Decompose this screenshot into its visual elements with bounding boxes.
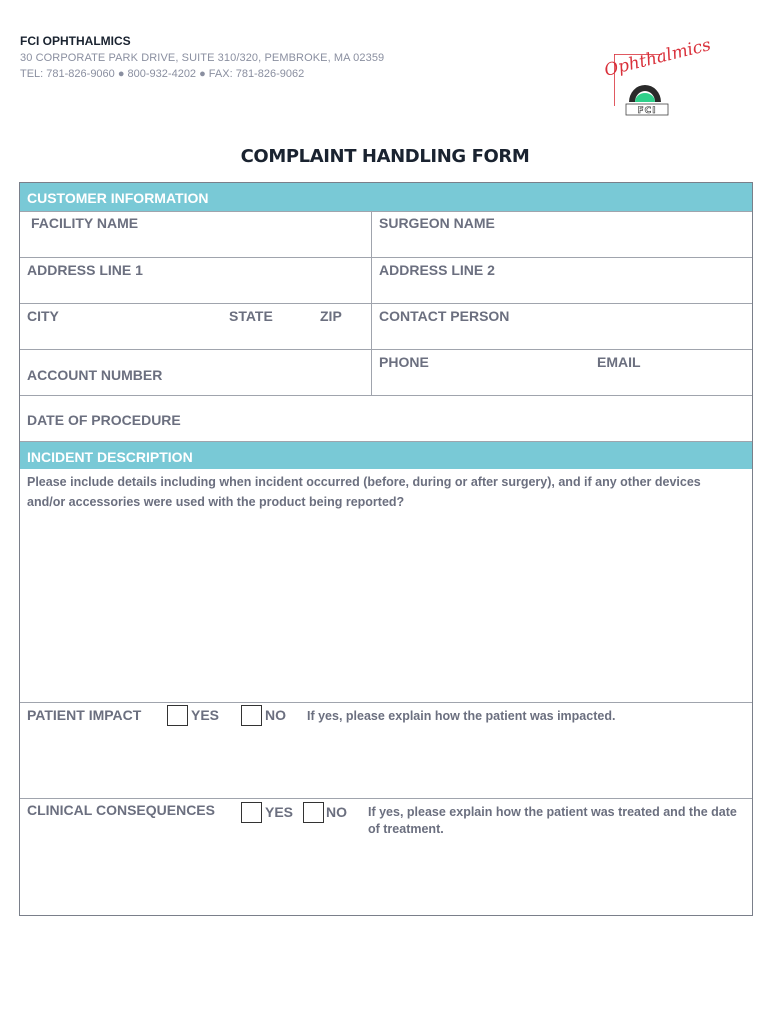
address-line-2-label: ADDRESS LINE 2 bbox=[379, 262, 495, 278]
patient-impact-label: PATIENT IMPACT bbox=[27, 707, 142, 723]
company-name: FCI OPHTHALMICS bbox=[20, 34, 131, 48]
fci-ophthalmics-logo bbox=[596, 35, 713, 116]
state-label: STATE bbox=[229, 308, 273, 324]
date-of-procedure-label: DATE OF PROCEDURE bbox=[27, 412, 181, 428]
clinical-consequences-no-checkbox[interactable] bbox=[303, 802, 324, 823]
patient-impact-no-checkbox[interactable] bbox=[241, 705, 262, 726]
row-address bbox=[20, 257, 752, 303]
patient-impact-yes-label: YES bbox=[191, 707, 220, 723]
account-number-label: ACCOUNT NUMBER bbox=[27, 367, 163, 383]
city-state-zip-field[interactable] bbox=[20, 304, 371, 349]
contact-person-field[interactable] bbox=[371, 304, 752, 349]
zip-label: ZIP bbox=[320, 308, 342, 324]
row-facility-surgeon bbox=[20, 211, 752, 257]
city-label: CITY bbox=[27, 308, 59, 324]
surgeon-name-label: SURGEON NAME bbox=[379, 215, 495, 231]
clinical-consequences-section bbox=[20, 798, 752, 916]
patient-impact-no-label: NO bbox=[265, 707, 286, 723]
phone-label: PHONE bbox=[379, 354, 429, 370]
clinical-consequences-yes-label: YES bbox=[265, 804, 294, 820]
email-label: EMAIL bbox=[597, 354, 641, 370]
svg-text:Ophthalmics: Ophthalmics bbox=[602, 35, 713, 81]
row-city-contact bbox=[20, 303, 752, 349]
surgeon-name-field[interactable] bbox=[371, 212, 752, 257]
incident-instructions: Please include details including when incident occurred (before, during or after surgery), and if any other devices and/or accessories were used with the product being reported? bbox=[27, 475, 701, 509]
company-contact: TEL: 781-826-9060 ● 800-932-4202 ● FAX: 781-826-9062 bbox=[20, 68, 305, 80]
complaint-form bbox=[19, 182, 753, 916]
form-title: COMPLAINT HANDLING FORM bbox=[240, 146, 530, 167]
clinical-consequences-label: CLINICAL CONSEQUENCES bbox=[27, 802, 215, 818]
facility-name-field[interactable] bbox=[20, 212, 371, 257]
incident-description-field[interactable] bbox=[20, 469, 752, 702]
row-account-phone bbox=[20, 349, 752, 395]
address-line-1-label: ADDRESS LINE 1 bbox=[27, 262, 143, 278]
company-address: 30 CORPORATE PARK DRIVE, SUITE 310/320, PEMBROKE, MA 02359 bbox=[20, 52, 385, 64]
patient-impact-prompt: If yes, please explain how the patient was impacted. bbox=[307, 709, 616, 723]
contact-person-label: CONTACT PERSON bbox=[379, 308, 510, 324]
address-line-2-field[interactable] bbox=[371, 258, 752, 303]
clinical-consequences-explanation-area[interactable] bbox=[20, 843, 752, 915]
clinical-consequences-no-label: NO bbox=[326, 804, 347, 820]
clinical-consequences-prompt: If yes, please explain how the patient was treated and the date of treatment. bbox=[368, 805, 737, 836]
patient-impact-explanation-area[interactable] bbox=[20, 731, 752, 797]
facility-name-label: FACILITY NAME bbox=[31, 215, 139, 231]
address-line-1-field[interactable] bbox=[20, 258, 371, 303]
phone-email-field[interactable] bbox=[371, 350, 752, 395]
section-customer-information: CUSTOMER INFORMATION bbox=[20, 183, 752, 211]
date-of-procedure-field[interactable] bbox=[20, 395, 752, 441]
section-incident-description: INCIDENT DESCRIPTION bbox=[20, 441, 752, 469]
logo-fci-text: FCI bbox=[637, 106, 657, 116]
account-number-field[interactable] bbox=[20, 350, 371, 395]
patient-impact-section bbox=[20, 702, 752, 798]
patient-impact-yes-checkbox[interactable] bbox=[167, 705, 188, 726]
clinical-consequences-yes-checkbox[interactable] bbox=[241, 802, 262, 823]
